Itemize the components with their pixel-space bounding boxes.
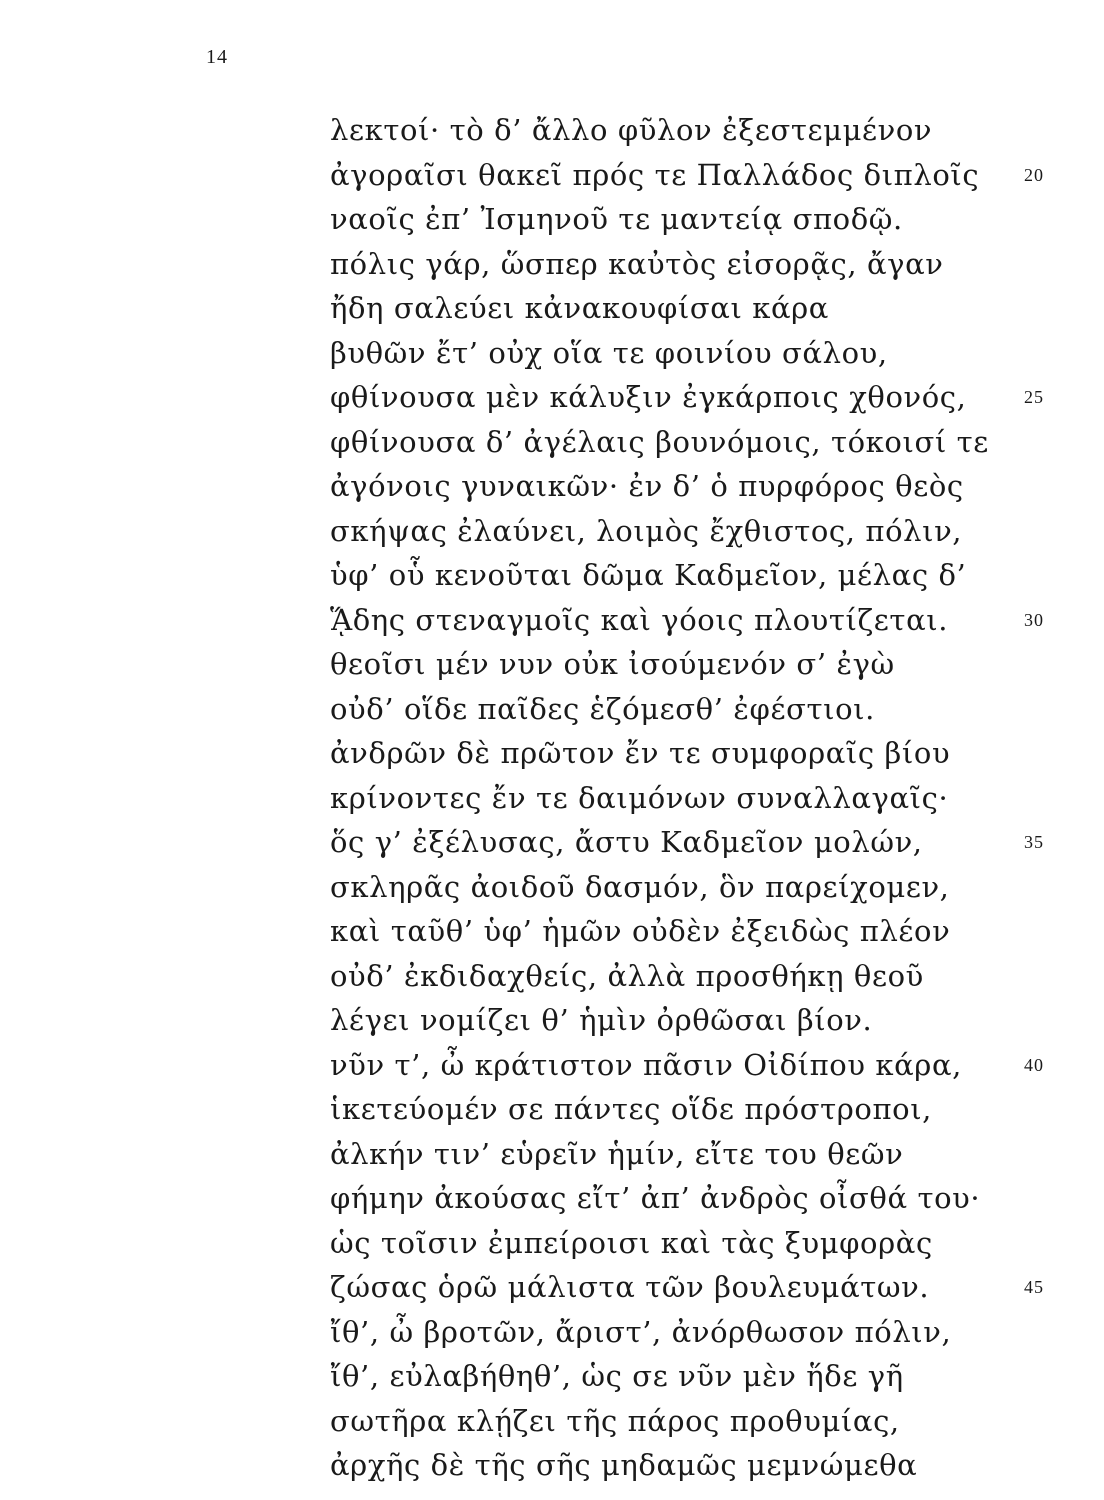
line-number: 45 xyxy=(1024,1277,1044,1297)
verse-line xyxy=(330,909,1030,954)
verse-line xyxy=(330,331,1030,376)
verse-line-text: σκληρᾶς ἀοιδοῦ δασμόν, ὃν παρείχομεν, xyxy=(330,869,950,904)
verse-line-text: σωτῆρα κλῄζει τῆς πάρος προθυμίας, xyxy=(330,1403,900,1438)
verse-line xyxy=(330,1443,1030,1488)
verse-line-text: κρίνοντες ἔν τε δαιμόνων συναλλαγαῖς· xyxy=(330,780,949,815)
verse-line-text: ἴθ’, ὦ βροτῶν, ἄριστ’, ἀνόρθωσον πόλιν, xyxy=(330,1314,952,1349)
page-number: 14 xyxy=(206,46,228,68)
verse-line-text: ἤδη σαλεύει κἀνακουφίσαι κάρα xyxy=(330,291,829,325)
verse-line-text: θεοῖσι μέν νυν οὐκ ἰσούμενόν σ’ ἐγὼ xyxy=(330,647,895,681)
verse-line-text: ναοῖς ἐπ’ Ἰσμηνοῦ τε μαντείᾳ σποδῷ. xyxy=(330,202,903,236)
verse-line-text: φθίνουσα δ’ ἀγέλαις βουνόμοις, τόκοισί τε xyxy=(330,424,989,459)
verse-line-text: ἀγοραῖσι θακεῖ πρός τε Παλλάδος διπλοῖς xyxy=(330,157,980,192)
verse-line xyxy=(330,153,1044,198)
verse-line xyxy=(330,375,1044,420)
verse-line xyxy=(330,553,1030,598)
verse-line-text: ἀλκήν τιν’ εὑρεῖν ἡμίν, εἴτε του θεῶν xyxy=(330,1136,904,1171)
verse-line xyxy=(330,108,1030,153)
verse-line xyxy=(330,1132,1030,1177)
verse-line-text: πόλις γάρ, ὥσπερ καὐτὸς εἰσορᾷς, ἄγαν xyxy=(330,246,944,281)
verse-line xyxy=(330,197,1030,242)
verse-line-text: ὑφ’ οὗ κενοῦται δῶμα Καδμεῖον, μέλας δ’ xyxy=(330,558,967,592)
verse-text xyxy=(330,108,1044,1488)
line-number: 40 xyxy=(1024,1054,1044,1075)
verse-line xyxy=(330,1399,1030,1444)
line-number: 20 xyxy=(1024,164,1044,185)
verse-line-text: φθίνουσα μὲν κάλυξιν ἐγκάρποις χθονός, xyxy=(330,380,967,414)
verse-line xyxy=(330,420,1030,465)
verse-line-text: σκήψας ἐλαύνει, λοιμὸς ἔχθιστος, πόλιν, xyxy=(330,513,963,548)
verse-line-text: οὐδ’ ἐκδιδαχθείς, ἀλλὰ προσθήκῃ θεοῦ xyxy=(330,958,924,993)
line-number: 25 xyxy=(1024,387,1044,407)
verse-line xyxy=(330,598,1044,643)
line-number: 35 xyxy=(1024,832,1044,852)
verse-line xyxy=(330,1221,1030,1266)
verse-line-text: καὶ ταῦθ’ ὑφ’ ἡμῶν οὐδὲν ἐξειδὼς πλέον xyxy=(330,914,951,948)
verse-line xyxy=(330,509,1030,554)
verse-line-text: ἀγόνοις γυναικῶν· ἐν δ’ ὁ πυρφόρος θεὸς xyxy=(330,469,964,503)
verse-line xyxy=(330,954,1030,999)
verse-line xyxy=(330,731,1030,776)
verse-line xyxy=(330,1176,1030,1221)
verse-line-text: φήμην ἀκούσας εἴτ’ ἀπ’ ἀνδρὸς οἶσθά του· xyxy=(330,1181,981,1215)
verse-line xyxy=(330,1043,1044,1088)
verse-line-text: ᾍδης στεναγμοῖς καὶ γόοις πλουτίζεται. xyxy=(330,602,949,637)
verse-line-text: βυθῶν ἔτ’ οὐχ οἵα τε φοινίου σάλου, xyxy=(330,335,888,370)
verse-line-text: λέγει νομίζει θ’ ἡμὶν ὀρθῶσαι βίον. xyxy=(330,1003,873,1037)
verse-line xyxy=(330,464,1030,509)
verse-line-text: ἀνδρῶν δὲ πρῶτον ἔν τε συμφοραῖς βίου xyxy=(330,736,951,770)
verse-line-text: ἴθ’, εὐλαβήθηθ’, ὡς σε νῦν μὲν ἥδε γῆ xyxy=(330,1359,904,1393)
verse-line-text: ἱκετεύομέν σε πάντες οἵδε πρόστροποι, xyxy=(330,1092,932,1126)
verse-line xyxy=(330,687,1030,732)
verse-line xyxy=(330,1087,1030,1132)
verse-line xyxy=(330,776,1030,821)
verse-line-text: οὐδ’ οἵδε παῖδες ἑζόμεσθ’ ἐφέστιοι. xyxy=(330,691,875,726)
verse-line xyxy=(330,242,1030,287)
verse-line-text: νῦν τ’, ὦ κράτιστον πᾶσιν Οἰδίπου κάρα, xyxy=(330,1047,962,1082)
verse-line xyxy=(330,1310,1030,1355)
verse-line xyxy=(330,865,1030,910)
verse-line xyxy=(330,1354,1030,1399)
line-number: 30 xyxy=(1024,609,1044,630)
verse-line-text: ὡς τοῖσιν ἐμπείροισι καὶ τὰς ξυμφορὰς xyxy=(330,1225,933,1260)
verse-line-text: λεκτοί· τὸ δ’ ἄλλο φῦλον ἐξεστεμμένον xyxy=(330,113,933,147)
verse-line xyxy=(330,820,1044,865)
verse-line-text: ἀρχῆς δὲ τῆς σῆς μηδαμῶς μεμνώμεθα xyxy=(330,1448,918,1482)
verse-line-text: ζώσας ὁρῶ μάλιστα τῶν βουλευμάτων. xyxy=(330,1270,930,1304)
verse-line-text: ὅς γ’ ἐξέλυσας, ἄστυ Καδμεῖον μολών, xyxy=(330,825,923,859)
verse-line xyxy=(330,1265,1044,1310)
verse-line xyxy=(330,286,1030,331)
verse-line xyxy=(330,642,1030,687)
verse-line xyxy=(330,998,1030,1043)
